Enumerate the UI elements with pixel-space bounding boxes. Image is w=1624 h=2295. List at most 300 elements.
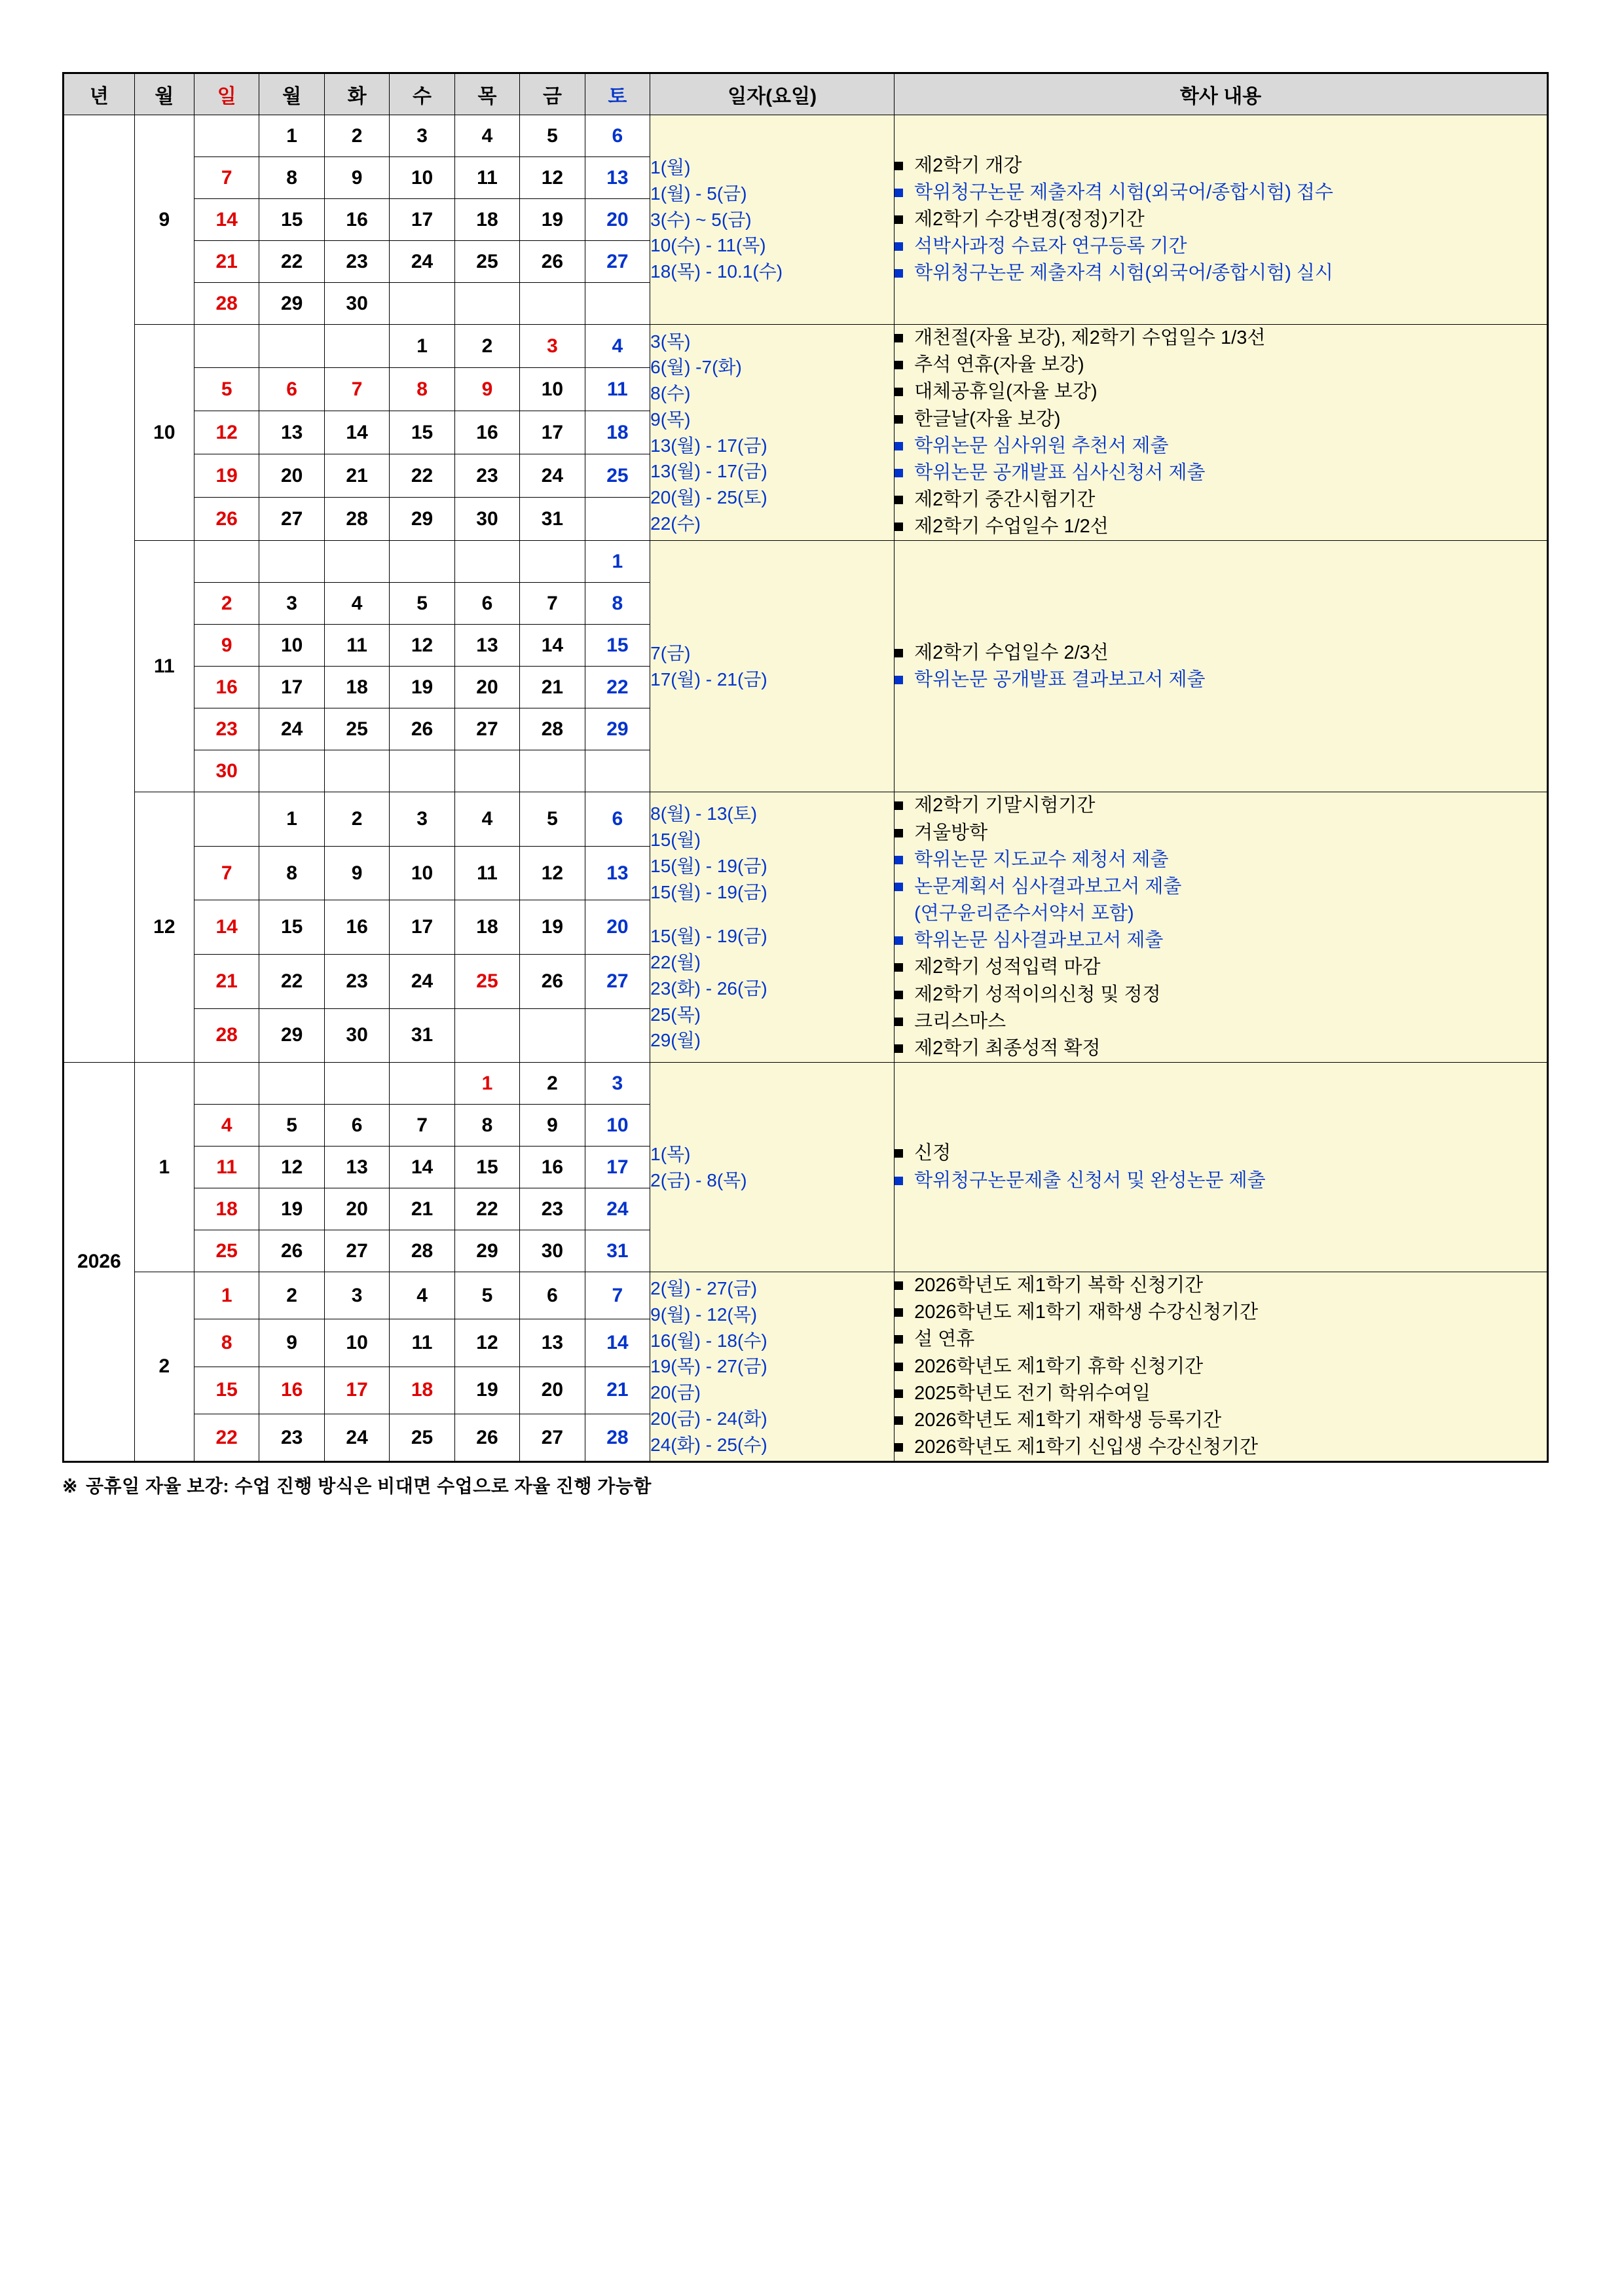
event-line xyxy=(895,927,1547,954)
date-line: 15(월) xyxy=(650,830,701,851)
date-line: 24(화) - 25(수) xyxy=(650,1434,767,1455)
bullet-icon xyxy=(895,388,903,396)
event-list-cell xyxy=(895,1063,1548,1272)
day-cell: 7 xyxy=(585,1272,650,1319)
day-cell: 9 xyxy=(194,625,259,667)
day-cell: 11 xyxy=(585,368,650,411)
header-weekday-thu: 목 xyxy=(454,73,519,115)
day-cell: 14 xyxy=(520,625,585,667)
day-cell: 18 xyxy=(324,667,389,708)
bullet-icon xyxy=(895,442,903,450)
header-weekday-tue: 화 xyxy=(324,73,389,115)
day-cell: 13 xyxy=(259,411,324,454)
day-cell: 20 xyxy=(454,667,519,708)
day-cell: 9 xyxy=(520,1105,585,1147)
event-line xyxy=(895,513,1547,540)
day-cell: 10 xyxy=(520,368,585,411)
day-cell: 24 xyxy=(390,241,454,283)
event-text: 한글날(자율 보강) xyxy=(914,408,1061,430)
day-cell-empty xyxy=(390,1063,454,1105)
day-cell: 30 xyxy=(454,498,519,541)
footnote xyxy=(62,1472,1562,1498)
day-cell: 30 xyxy=(324,283,389,325)
date-line xyxy=(650,905,894,923)
bullet-icon xyxy=(895,242,903,251)
day-cell: 15 xyxy=(585,625,650,667)
day-cell: 30 xyxy=(324,1008,389,1063)
day-cell-empty xyxy=(520,541,585,583)
header-content-column: 학사 내용 xyxy=(895,73,1548,115)
bullet-icon xyxy=(895,1363,903,1371)
day-cell: 8 xyxy=(585,583,650,625)
month-label: 9 xyxy=(134,115,194,325)
day-cell-empty xyxy=(194,1063,259,1105)
day-cell: 20 xyxy=(585,900,650,955)
day-cell: 3 xyxy=(585,1063,650,1105)
date-line: 29(월) xyxy=(650,1030,701,1051)
day-cell: 21 xyxy=(194,241,259,283)
table-row xyxy=(64,1272,1548,1319)
day-cell: 9 xyxy=(324,157,389,199)
academic-calendar-table xyxy=(62,72,1549,1463)
event-line xyxy=(895,667,1547,693)
day-cell: 9 xyxy=(324,846,389,900)
event-text: 2025학년도 전기 학위수여일 xyxy=(914,1382,1151,1404)
day-cell: 5 xyxy=(454,1272,519,1319)
day-cell: 1 xyxy=(259,792,324,847)
day-cell: 8 xyxy=(390,368,454,411)
day-cell: 23 xyxy=(324,241,389,283)
event-text: 학위청구논문제출 신청서 및 완성논문 제출 xyxy=(914,1169,1266,1191)
day-cell: 18 xyxy=(194,1188,259,1230)
day-cell: 19 xyxy=(520,199,585,241)
day-cell: 6 xyxy=(585,792,650,847)
event-list-cell xyxy=(895,792,1548,1063)
day-cell: 25 xyxy=(454,954,519,1008)
date-line: 20(월) - 25(토) xyxy=(650,487,767,508)
day-cell: 6 xyxy=(324,1105,389,1147)
event-line xyxy=(895,1167,1547,1194)
day-cell: 15 xyxy=(390,411,454,454)
day-cell: 17 xyxy=(390,900,454,955)
day-cell: 20 xyxy=(520,1367,585,1414)
day-cell: 14 xyxy=(324,411,389,454)
event-text: 학위논문 심사위원 추천서 제출 xyxy=(914,435,1169,456)
date-list-cell xyxy=(650,115,895,325)
event-text: 크리스마스 xyxy=(914,1010,1006,1032)
year-label-empty xyxy=(64,115,135,1063)
event-line xyxy=(895,1272,1547,1299)
day-cell: 17 xyxy=(520,411,585,454)
day-cell: 2 xyxy=(324,792,389,847)
event-text: 신정 xyxy=(914,1143,951,1164)
day-cell: 14 xyxy=(194,900,259,955)
day-cell-empty xyxy=(259,541,324,583)
date-line: 9(월) - 12(목) xyxy=(650,1304,758,1325)
day-cell: 31 xyxy=(585,1230,650,1272)
day-cell: 11 xyxy=(454,157,519,199)
event-line xyxy=(895,640,1547,667)
day-cell: 21 xyxy=(390,1188,454,1230)
day-cell: 4 xyxy=(390,1272,454,1319)
date-line: 2(금) - 8(목) xyxy=(650,1169,747,1190)
day-cell: 16 xyxy=(454,411,519,454)
bullet-icon xyxy=(895,415,903,424)
day-cell: 9 xyxy=(454,368,519,411)
day-cell: 23 xyxy=(324,954,389,1008)
day-cell: 29 xyxy=(390,498,454,541)
day-cell: 4 xyxy=(585,325,650,368)
day-cell-empty xyxy=(390,750,454,792)
header-weekday-wed: 수 xyxy=(390,73,454,115)
day-cell: 10 xyxy=(390,157,454,199)
event-line xyxy=(895,460,1547,487)
day-cell: 28 xyxy=(390,1230,454,1272)
day-cell-empty xyxy=(194,325,259,368)
header-weekday-mon: 월 xyxy=(259,73,324,115)
day-cell: 1 xyxy=(454,1063,519,1105)
date-line: 3(목) xyxy=(650,331,691,352)
footnote-mark: ※ xyxy=(62,1476,78,1497)
day-cell: 21 xyxy=(324,454,389,498)
month-label: 12 xyxy=(134,792,194,1063)
date-line: 22(수) xyxy=(650,513,701,534)
day-cell: 29 xyxy=(454,1230,519,1272)
event-text: 학위논문 공개발표 결과보고서 제출 xyxy=(914,669,1206,690)
bullet-icon xyxy=(895,162,903,170)
day-cell: 12 xyxy=(259,1147,324,1188)
day-cell-empty xyxy=(259,1063,324,1105)
day-cell: 15 xyxy=(454,1147,519,1188)
day-cell-empty xyxy=(520,283,585,325)
day-cell: 14 xyxy=(194,199,259,241)
day-cell: 16 xyxy=(520,1147,585,1188)
event-line xyxy=(895,1407,1547,1434)
bullet-icon xyxy=(895,189,903,197)
day-cell: 23 xyxy=(194,708,259,750)
event-line xyxy=(895,1380,1547,1407)
day-cell: 28 xyxy=(520,708,585,750)
day-cell: 13 xyxy=(585,846,650,900)
bullet-icon xyxy=(895,1018,903,1026)
day-cell: 27 xyxy=(520,1414,585,1461)
event-line xyxy=(895,820,1547,847)
date-line: 15(월) - 19(금) xyxy=(650,926,767,947)
event-text: 제2학기 수강변경(정정)기간 xyxy=(914,208,1145,230)
date-line: 13(월) - 17(금) xyxy=(650,461,767,482)
day-cell: 7 xyxy=(520,583,585,625)
day-cell: 31 xyxy=(390,1008,454,1063)
table-row xyxy=(64,325,1548,368)
day-cell: 20 xyxy=(324,1188,389,1230)
day-cell: 4 xyxy=(324,583,389,625)
day-cell: 1 xyxy=(194,1272,259,1319)
date-list-cell xyxy=(650,792,895,1063)
bullet-icon xyxy=(895,676,903,684)
header-weekday-fri: 금 xyxy=(520,73,585,115)
event-line xyxy=(895,153,1547,179)
day-cell: 8 xyxy=(259,846,324,900)
event-text: 겨울방학 xyxy=(914,822,988,843)
day-cell-empty xyxy=(259,750,324,792)
event-line xyxy=(895,233,1547,260)
year-label: 2026 xyxy=(64,1063,135,1462)
bullet-icon xyxy=(895,649,903,657)
header-date-column: 일자(요일) xyxy=(650,73,895,115)
day-cell-empty xyxy=(194,541,259,583)
bullet-icon xyxy=(895,936,903,945)
day-cell: 12 xyxy=(520,846,585,900)
day-cell: 26 xyxy=(390,708,454,750)
day-cell-empty xyxy=(454,283,519,325)
bullet-icon xyxy=(895,1389,903,1398)
day-cell: 24 xyxy=(259,708,324,750)
day-cell: 3 xyxy=(520,325,585,368)
day-cell: 10 xyxy=(390,846,454,900)
date-line: 19(목) - 27(금) xyxy=(650,1356,767,1377)
day-cell: 24 xyxy=(324,1414,389,1461)
event-text: 제2학기 성적입력 마감 xyxy=(914,957,1101,978)
day-cell: 29 xyxy=(259,283,324,325)
month-label: 2 xyxy=(134,1272,194,1462)
day-cell: 16 xyxy=(324,199,389,241)
day-cell: 30 xyxy=(520,1230,585,1272)
day-cell: 2 xyxy=(324,115,389,157)
bullet-icon xyxy=(895,883,903,891)
date-line: 15(월) - 19(금) xyxy=(650,855,767,876)
event-line xyxy=(895,179,1547,206)
day-cell: 12 xyxy=(454,1319,519,1367)
event-line xyxy=(895,260,1547,287)
day-cell: 13 xyxy=(324,1147,389,1188)
day-cell: 28 xyxy=(324,498,389,541)
day-cell: 16 xyxy=(324,900,389,955)
day-cell: 23 xyxy=(454,454,519,498)
day-cell: 22 xyxy=(585,667,650,708)
day-cell: 27 xyxy=(585,241,650,283)
day-cell: 22 xyxy=(259,954,324,1008)
day-cell: 22 xyxy=(259,241,324,283)
event-text: 제2학기 기말시험기간 xyxy=(914,795,1096,817)
event-text: 학위논문 공개발표 심사신청서 제출 xyxy=(914,462,1206,483)
day-cell: 14 xyxy=(390,1147,454,1188)
table-row xyxy=(64,1063,1548,1105)
day-cell-empty xyxy=(454,750,519,792)
event-line xyxy=(895,325,1547,352)
day-cell: 25 xyxy=(194,1230,259,1272)
day-cell: 19 xyxy=(454,1367,519,1414)
day-cell: 7 xyxy=(390,1105,454,1147)
day-cell: 29 xyxy=(259,1008,324,1063)
event-text: 대체공휴일(자율 보강) xyxy=(914,381,1098,403)
month-label: 10 xyxy=(134,325,194,541)
event-line xyxy=(895,982,1547,1008)
day-cell: 15 xyxy=(194,1367,259,1414)
event-text: 제2학기 성적이의신청 및 정정 xyxy=(914,983,1161,1005)
event-text: 제2학기 수업일수 1/2선 xyxy=(914,516,1109,538)
day-cell: 2 xyxy=(454,325,519,368)
day-cell-empty xyxy=(454,541,519,583)
event-text: 추석 연휴(자율 보강) xyxy=(914,354,1084,376)
day-cell-empty xyxy=(194,792,259,847)
day-cell: 3 xyxy=(390,792,454,847)
event-list-cell xyxy=(895,541,1548,792)
day-cell: 8 xyxy=(454,1105,519,1147)
event-text: 학위논문 지도교수 제청서 제출 xyxy=(914,849,1169,870)
day-cell: 3 xyxy=(390,115,454,157)
day-cell: 23 xyxy=(520,1188,585,1230)
day-cell: 26 xyxy=(454,1414,519,1461)
day-cell: 4 xyxy=(454,792,519,847)
bullet-icon xyxy=(895,334,903,342)
event-text: 2026학년도 제1학기 재학생 등록기간 xyxy=(914,1409,1222,1431)
day-cell: 6 xyxy=(454,583,519,625)
event-line xyxy=(895,487,1547,513)
date-line: 1(목) xyxy=(650,1143,691,1164)
day-cell: 26 xyxy=(194,498,259,541)
day-cell: 3 xyxy=(259,583,324,625)
date-line: 17(월) - 21(금) xyxy=(650,669,767,689)
day-cell: 12 xyxy=(194,411,259,454)
day-cell: 25 xyxy=(390,1414,454,1461)
date-line: 1(월) xyxy=(650,157,691,178)
day-cell: 25 xyxy=(585,454,650,498)
day-cell-empty xyxy=(585,498,650,541)
day-cell: 24 xyxy=(390,954,454,1008)
day-cell: 6 xyxy=(585,115,650,157)
event-list-cell xyxy=(895,325,1548,541)
day-cell: 6 xyxy=(520,1272,585,1319)
event-text: 2026학년도 제1학기 휴학 신청기간 xyxy=(914,1355,1204,1377)
event-line xyxy=(895,1326,1547,1353)
day-cell: 18 xyxy=(390,1367,454,1414)
day-cell: 11 xyxy=(390,1319,454,1367)
day-cell: 10 xyxy=(259,625,324,667)
day-cell: 11 xyxy=(194,1147,259,1188)
day-cell: 27 xyxy=(585,954,650,1008)
day-cell: 28 xyxy=(194,283,259,325)
day-cell: 22 xyxy=(194,1414,259,1461)
day-cell-empty xyxy=(454,1008,519,1063)
day-cell-empty xyxy=(324,1063,389,1105)
day-cell: 15 xyxy=(259,900,324,955)
day-cell: 22 xyxy=(390,454,454,498)
event-line xyxy=(895,406,1547,433)
day-cell: 21 xyxy=(194,954,259,1008)
day-cell: 13 xyxy=(585,157,650,199)
event-text: 석박사과정 수료자 연구등록 기간 xyxy=(914,236,1187,257)
day-cell: 26 xyxy=(259,1230,324,1272)
day-cell: 1 xyxy=(585,541,650,583)
date-line: 3(수) ~ 5(금) xyxy=(650,209,752,230)
day-cell: 16 xyxy=(194,667,259,708)
event-text: 제2학기 수업일수 2/3선 xyxy=(914,642,1109,663)
day-cell: 5 xyxy=(390,583,454,625)
day-cell: 11 xyxy=(454,846,519,900)
date-line: 8(수) xyxy=(650,383,691,404)
event-text: 개천절(자율 보강), 제2학기 수업일수 1/3선 xyxy=(914,327,1266,348)
day-cell-empty xyxy=(585,283,650,325)
day-cell: 29 xyxy=(585,708,650,750)
table-row xyxy=(64,792,1548,847)
event-line xyxy=(895,873,1547,927)
header-year: 년 xyxy=(64,73,135,115)
day-cell: 19 xyxy=(194,454,259,498)
date-list-cell xyxy=(650,541,895,792)
day-cell: 7 xyxy=(194,846,259,900)
table-header xyxy=(64,73,1548,115)
day-cell: 20 xyxy=(259,454,324,498)
header-month: 월 xyxy=(134,73,194,115)
day-cell: 17 xyxy=(259,667,324,708)
day-cell: 27 xyxy=(454,708,519,750)
day-cell: 8 xyxy=(259,157,324,199)
day-cell: 19 xyxy=(520,900,585,955)
day-cell: 2 xyxy=(259,1272,324,1319)
day-cell: 17 xyxy=(390,199,454,241)
date-line: 10(수) - 11(목) xyxy=(650,235,766,256)
day-cell: 26 xyxy=(520,954,585,1008)
date-list-cell xyxy=(650,325,895,541)
day-cell: 20 xyxy=(585,199,650,241)
day-cell-empty xyxy=(324,325,389,368)
month-label: 1 xyxy=(134,1063,194,1272)
bullet-icon xyxy=(895,1416,903,1425)
day-cell-empty xyxy=(390,283,454,325)
header-weekday-sun: 일 xyxy=(194,73,259,115)
event-text: 설 연휴 xyxy=(914,1329,975,1350)
day-cell: 1 xyxy=(390,325,454,368)
bullet-icon xyxy=(895,963,903,972)
bullet-icon xyxy=(895,856,903,864)
event-line xyxy=(895,1008,1547,1035)
day-cell: 10 xyxy=(324,1319,389,1367)
date-line: 13(월) - 17(금) xyxy=(650,435,767,456)
event-line xyxy=(895,206,1547,233)
date-line: 2(월) - 27(금) xyxy=(650,1278,758,1299)
date-line: 15(월) - 19(금) xyxy=(650,881,767,902)
day-cell: 7 xyxy=(194,157,259,199)
bullet-icon xyxy=(895,215,903,224)
event-text: 제2학기 개강 xyxy=(914,155,1022,176)
date-line: 7(금) xyxy=(650,643,691,664)
day-cell: 11 xyxy=(324,625,389,667)
event-line xyxy=(895,1035,1547,1062)
bullet-icon xyxy=(895,523,903,531)
header-weekday-sat: 토 xyxy=(585,73,650,115)
table-row xyxy=(64,115,1548,157)
day-cell-empty xyxy=(585,1008,650,1063)
event-line xyxy=(895,433,1547,460)
day-cell: 4 xyxy=(454,115,519,157)
day-cell: 8 xyxy=(194,1319,259,1367)
event-line xyxy=(895,352,1547,378)
event-text: 제2학기 최종성적 확정 xyxy=(914,1037,1101,1059)
event-list-cell xyxy=(895,115,1548,325)
day-cell-empty xyxy=(390,541,454,583)
event-text: 2026학년도 제1학기 신입생 수강신청기간 xyxy=(914,1437,1259,1458)
day-cell: 25 xyxy=(454,241,519,283)
event-list-cell xyxy=(895,1272,1548,1462)
event-text: 논문계획서 심사결과보고서 제출 (연구윤리준수서약서 포함) xyxy=(914,873,1181,927)
bullet-icon xyxy=(895,361,903,369)
date-list-cell xyxy=(650,1272,895,1462)
day-cell: 21 xyxy=(585,1367,650,1414)
day-cell: 26 xyxy=(520,241,585,283)
event-text: 2026학년도 제1학기 재학생 수강신청기간 xyxy=(914,1302,1259,1323)
bullet-icon xyxy=(895,1308,903,1317)
date-line: 8(월) - 13(토) xyxy=(650,803,758,824)
